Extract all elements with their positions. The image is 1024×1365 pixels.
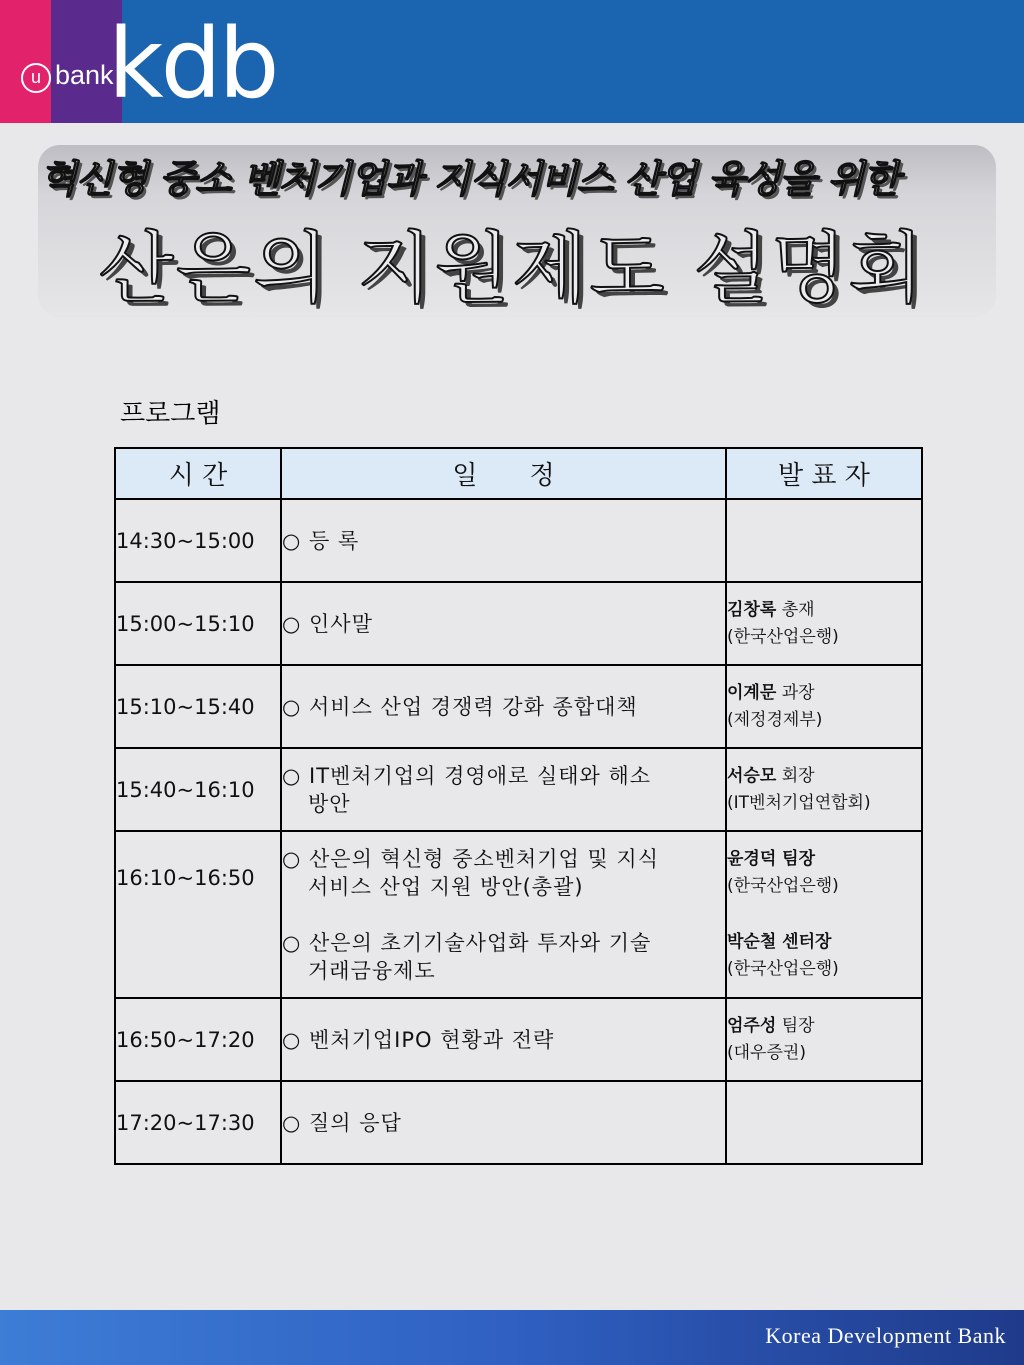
table-row (115, 831, 922, 998)
agenda-cell (281, 748, 726, 831)
time-cell: 17:20~17:30 (115, 1081, 281, 1164)
agenda-cell (281, 831, 726, 998)
speaker-cell (726, 998, 922, 1081)
speaker-cell (726, 582, 922, 665)
program-label: 프로그램 (120, 399, 221, 429)
agenda-item: ○ 인사말 (282, 611, 373, 636)
footer-org-name: Korea Development Bank (765, 1323, 1006, 1348)
speaker-title: 회장 (781, 765, 815, 786)
speaker-entry (727, 680, 921, 734)
time-cell: 15:00~15:10 (115, 582, 281, 665)
speaker-cell (726, 499, 922, 582)
speaker-entry (727, 597, 921, 651)
table-row (115, 665, 922, 748)
speaker-org: (한국산업은행) (727, 876, 839, 896)
speaker-org: (제정경제부) (727, 709, 823, 730)
agenda-cell (281, 998, 726, 1081)
table-row (115, 998, 922, 1081)
table-row (115, 1081, 922, 1164)
table-row (115, 582, 922, 665)
speaker-name: 윤경덕 팀장 (727, 849, 816, 869)
agenda-item: ○ 산은의 초기기술사업화 투자와 기술 (282, 930, 652, 955)
kdb-logo: kdb (108, 8, 277, 120)
agenda-item: ○ 산은의 혁신형 중소벤처기업 및 지식 (282, 846, 659, 871)
speaker-title: 팀장 (781, 1015, 815, 1036)
table-row (115, 748, 922, 831)
spacer (282, 901, 725, 929)
logo-bank-text: bank (55, 60, 114, 90)
time-cell: 16:50~17:20 (115, 998, 281, 1081)
speaker-name: 엄주성 (727, 1015, 777, 1036)
speaker-entry (727, 846, 921, 900)
speaker-org: (한국산업은행) (727, 626, 839, 647)
program-table (114, 447, 923, 1165)
speaker-name: 김창록 (727, 599, 777, 620)
footer-bar (0, 1310, 1024, 1365)
agenda-item: ○ 질의 응답 (282, 1110, 402, 1135)
agenda-item-continuation: 방안 (308, 791, 351, 816)
speaker-entry (727, 1013, 921, 1067)
speaker-cell (726, 748, 922, 831)
speaker-entry (727, 763, 921, 817)
time-cell: 15:40~16:10 (115, 748, 281, 831)
header-time: 시 간 (115, 448, 281, 499)
agenda-cell (281, 1081, 726, 1164)
header-bar (0, 0, 1024, 123)
agenda-item: ○ 등 록 (282, 528, 360, 553)
agenda-item: ○ 벤처기업IPO 현황과 전략 (282, 1027, 555, 1052)
speaker-org: (한국산업은행) (727, 959, 839, 979)
brand-stripe-pink (0, 0, 51, 123)
speaker-org: (대우증권) (727, 1042, 806, 1063)
agenda-cell (281, 665, 726, 748)
header-agenda: 일 정 (281, 448, 726, 499)
agenda-item-continuation: 서비스 산업 지원 방안(총괄) (308, 874, 584, 899)
speaker-title: 총재 (781, 599, 815, 620)
agenda-cell (281, 582, 726, 665)
speaker-cell (726, 665, 922, 748)
time-cell: 15:10~15:40 (115, 665, 281, 748)
speaker-entry (727, 929, 921, 983)
spacer (727, 900, 921, 929)
event-subtitle: 혁신형 중소 벤처기업과 지식서비스 산업 육성을 위한 (40, 157, 899, 201)
header-speaker: 발 표 자 (726, 448, 922, 499)
speaker-name: 박순철 센터장 (727, 932, 832, 952)
speaker-org: (IT벤처기업연합회) (727, 792, 871, 813)
agenda-item: ○ IT벤처기업의 경영애로 실태와 해소 (282, 763, 652, 788)
agenda-cell (281, 499, 726, 582)
time-cell: 14:30~15:00 (115, 499, 281, 582)
time-cell: 16:10~16:50 (115, 831, 281, 998)
table-header-row (115, 448, 922, 499)
agenda-item-continuation: 거래금융제도 (308, 958, 436, 983)
speaker-title: 과장 (781, 682, 815, 703)
speaker-name: 서승모 (727, 765, 777, 786)
u-logo-icon: u (21, 63, 51, 93)
table-row (115, 499, 922, 582)
event-title: 산은의 지원제도 설명회 (98, 224, 926, 314)
speaker-cell (726, 831, 922, 998)
speaker-cell (726, 1081, 922, 1164)
agenda-item: ○ 서비스 산업 경쟁력 강화 종합대책 (282, 694, 638, 719)
speaker-name: 이계문 (727, 682, 777, 703)
